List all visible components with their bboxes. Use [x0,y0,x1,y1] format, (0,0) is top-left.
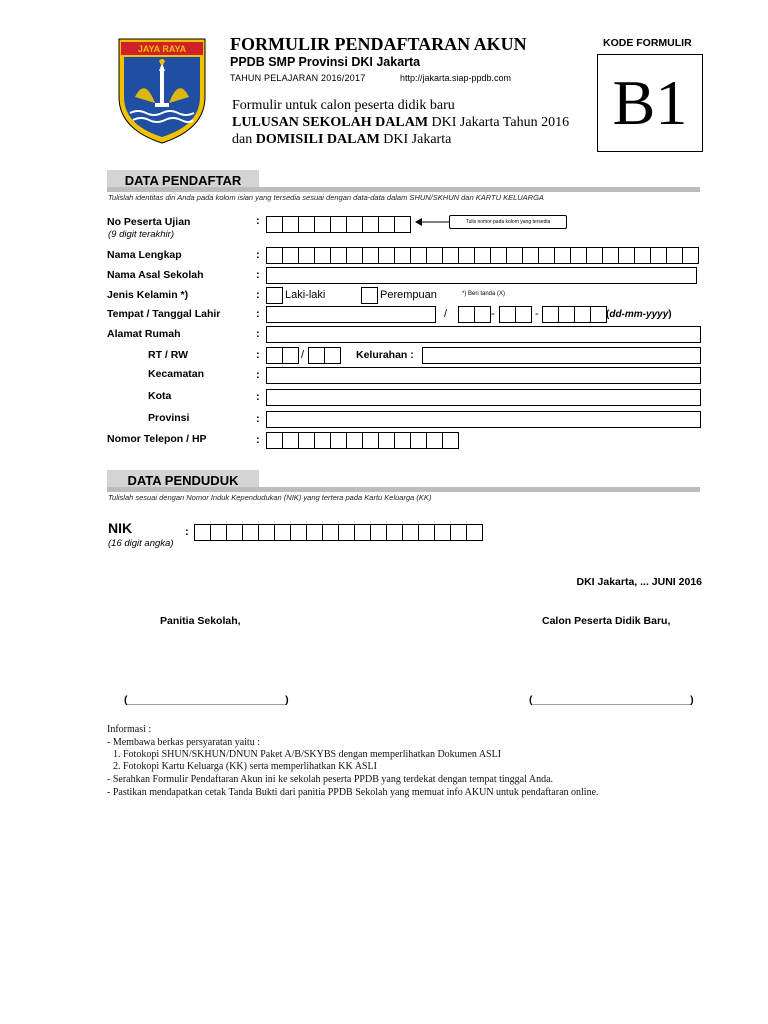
digit-cell[interactable] [347,216,363,233]
checkbox-perempuan[interactable] [361,287,378,304]
nama-sekolah-input[interactable] [266,267,697,284]
callout-note: Tulis nomor pada kolom yang tersedia [449,215,567,229]
digit-cell[interactable] [491,247,507,264]
kode-formulir-label: KODE FORMULIR [603,37,692,49]
digit-cell[interactable] [227,524,243,541]
digit-cell[interactable] [315,216,331,233]
digit-cell[interactable] [283,216,299,233]
digit-cell[interactable] [575,306,591,323]
info-line: 2. Fotokopi Kartu Keluarga (KK) serta memperlihatkan KK ASLI [113,761,377,772]
digit-cell[interactable] [267,247,283,264]
section-data-penduduk: DATA PENDUDUK [107,470,259,490]
tempat-lahir-input[interactable] [266,306,436,323]
option-laki-laki: Laki-laki [285,289,326,301]
separator-dash: - [491,308,495,320]
section-data-pendaftar: DATA PENDAFTAR [107,170,259,190]
place-date: DKI Jakarta, ... JUNI 2016 [576,576,702,588]
bulan-input[interactable] [499,306,532,323]
digit-cell[interactable] [347,432,363,449]
digit-cell[interactable] [411,247,427,264]
digit-cell[interactable] [500,306,516,323]
date-format-open: ( [606,309,610,320]
info-title: Informasi : [107,724,152,735]
provinsi-input[interactable] [266,411,701,428]
calon-signature-line: (___________________________) [529,694,694,706]
label-kecamatan: Kecamatan [148,368,205,380]
digit-cell[interactable] [331,432,347,449]
tahun-input[interactable] [542,306,610,323]
digit-cell[interactable] [467,524,483,541]
date-format-text: dd-mm-yyyy [609,309,669,320]
intro-line-2 [232,115,569,131]
digit-cell[interactable] [283,247,299,264]
colon: : [256,413,260,425]
website-url: http://jakarta.siap-ppdb.com [400,73,512,83]
info-line: - Membawa berkas persyaratan yaitu : [107,737,260,748]
colon: : [256,349,260,361]
digit-cell[interactable] [475,306,491,323]
digit-cell[interactable] [363,216,379,233]
intro-line-3-rest: DKI Jakarta [379,132,452,147]
digit-cell[interactable] [523,247,539,264]
info-line: - Pastikan mendapatkan cetak Tanda Bukti dari panitia PPDB Sekolah yang memuat info AKUN untuk pendaftaran online. [107,787,599,798]
arrow-left-icon [415,217,451,227]
digit-cell[interactable] [347,247,363,264]
label-kelurahan: Kelurahan : [356,349,414,361]
label-alamat: Alamat Rumah [107,328,181,340]
digit-cell[interactable] [443,247,459,264]
separator-slash: / [301,349,305,361]
digit-cell[interactable] [635,247,651,264]
tanggal-input[interactable] [458,306,491,323]
digit-cell[interactable] [315,247,331,264]
label-nik-sub: (16 digit angka) [108,538,174,549]
digit-cell[interactable] [307,524,323,541]
digit-cell[interactable] [651,247,667,264]
digit-cell[interactable] [267,216,283,233]
digit-cell[interactable] [559,306,575,323]
colon: : [256,328,260,340]
rt-input[interactable] [266,347,299,364]
label-no-peserta-sub: (9 digit terakhir) [108,229,174,240]
digit-cell[interactable] [459,247,475,264]
digit-cell[interactable] [331,247,347,264]
rw-input[interactable] [308,347,341,364]
colon: : [185,526,189,538]
digit-cell[interactable] [379,216,395,233]
digit-cell[interactable] [267,347,283,364]
digit-cell[interactable] [283,432,299,449]
checkbox-hint: *) Beri tanda (X) [462,291,506,297]
intro-line-3-bold: DOMISILI DALAM [255,132,380,147]
digit-cell[interactable] [355,524,371,541]
section-divider [107,487,700,492]
intro-line-3 [232,132,451,148]
info-line: - Serahkan Formulir Pendaftaran Akun ini ke sekolah peserta PPDB yang terdekat dengan tempat tinggal Anda. [107,774,554,785]
alamat-input[interactable] [266,326,701,343]
digit-cell[interactable] [363,247,379,264]
date-format-close: ) [668,309,672,320]
colon: : [256,215,260,227]
digit-cell[interactable] [379,247,395,264]
section-note: Tulislah identitas diri Anda pada kolom isian yang tersedia sesuai dengan data-data dalam SHUN/SKHUN dan KARTU KELUARGA [108,193,544,202]
digit-cell[interactable] [683,247,699,264]
digit-cell[interactable] [387,524,403,541]
digit-cell[interactable] [325,347,341,364]
digit-cell[interactable] [299,247,315,264]
digit-cell[interactable] [395,216,411,233]
label-no-peserta: No Peserta Ujian [107,216,191,228]
intro-line-1: Formulir untuk calon peserta didik baru [232,98,455,113]
digit-cell[interactable] [603,247,619,264]
colon: : [256,434,260,446]
digit-cell[interactable] [507,247,523,264]
digit-cell[interactable] [619,247,635,264]
colon: : [256,289,260,301]
digit-cell[interactable] [591,306,610,323]
digit-cell[interactable] [427,432,443,449]
label-jenis-kelamin: Jenis Kelamin *) [107,289,189,301]
section-divider [107,187,700,192]
digit-cell[interactable] [259,524,275,541]
school-year: TAHUN PELAJARAN 2016/2017 [230,73,366,83]
digit-cell[interactable] [323,524,339,541]
digit-cell[interactable] [211,524,227,541]
section-note: Tulislah sesuai dengan Nomor Induk Kependudukan (NIK) yang tertera pada Kartu Keluarga (KK) [108,493,432,502]
intro-line-2-bold: LULUSAN SEKOLAH DALAM [232,115,429,130]
separator-slash: / [444,308,448,320]
dki-jakarta-logo [115,37,209,145]
intro-line-3-pre: dan [232,132,256,147]
colon: : [256,269,260,281]
colon: : [256,369,260,381]
label-telepon: Nomor Telepon / HP [107,433,207,445]
kode-formulir-box: B1 [597,54,703,152]
digit-cell[interactable] [571,247,587,264]
panitia-signature-line: (___________________________) [124,694,289,706]
form-title: FORMULIR PENDAFTARAN AKUN [230,34,527,54]
digit-cell[interactable] [371,524,387,541]
no-peserta-input[interactable] [266,216,411,233]
form-subtitle: PPDB SMP Provinsi DKI Jakarta [230,55,421,69]
digit-cell[interactable] [379,432,395,449]
label-nama-sekolah: Nama Asal Sekolah [107,269,204,281]
digit-cell[interactable] [543,306,559,323]
digit-cell[interactable] [195,524,211,541]
intro-line-2-rest: DKI Jakarta Tahun 2016 [428,115,570,130]
digit-cell[interactable] [475,247,491,264]
digit-cell[interactable] [435,524,451,541]
label-nik: NIK [108,520,133,536]
label-nama-lengkap: Nama Lengkap [107,249,182,261]
digit-cell[interactable] [427,247,443,264]
digit-cell[interactable] [539,247,555,264]
label-kota: Kota [148,390,172,402]
label-provinsi: Provinsi [148,412,190,424]
separator-dash: - [535,308,539,320]
digit-cell[interactable] [555,247,571,264]
kecamatan-input[interactable] [266,367,701,384]
nama-lengkap-input[interactable] [266,247,699,264]
checkbox-laki-laki[interactable] [266,287,283,304]
logo-text: JAYA RAYA [137,44,187,54]
colon: : [256,308,260,320]
calon-title: Calon Peserta Didik Baru, [542,615,671,627]
digit-cell[interactable] [309,347,325,364]
digit-cell[interactable] [516,306,532,323]
kelurahan-input[interactable] [422,347,701,364]
digit-cell[interactable] [667,247,683,264]
digit-cell[interactable] [403,524,419,541]
label-rt-rw: RT / RW [148,349,189,361]
panitia-title: Panitia Sekolah, [160,615,241,627]
digit-cell[interactable] [459,306,475,323]
digit-cell[interactable] [291,524,307,541]
digit-cell[interactable] [283,347,299,364]
digit-cell[interactable] [339,524,355,541]
digit-cell[interactable] [315,432,331,449]
date-format-hint [606,309,672,320]
kota-input[interactable] [266,389,701,406]
colon: : [256,249,260,261]
digit-cell[interactable] [267,432,283,449]
label-ttl: Tempat / Tanggal Lahir [107,308,221,320]
digit-cell[interactable] [587,247,603,264]
digit-cell[interactable] [275,524,291,541]
info-line: 1. Fotokopi SHUN/SKHUN/DNUN Paket A/B/SKYBS dengan memperlihatkan Dokumen ASLI [113,749,502,760]
nik-input[interactable] [194,524,483,541]
telepon-input[interactable] [266,432,459,449]
digit-cell[interactable] [419,524,435,541]
digit-cell[interactable] [299,432,315,449]
digit-cell[interactable] [331,216,347,233]
digit-cell[interactable] [243,524,259,541]
digit-cell[interactable] [299,216,315,233]
digit-cell[interactable] [451,524,467,541]
digit-cell[interactable] [395,247,411,264]
digit-cell[interactable] [395,432,411,449]
option-perempuan: Perempuan [380,289,437,301]
colon: : [256,391,260,403]
digit-cell[interactable] [411,432,427,449]
digit-cell[interactable] [363,432,379,449]
digit-cell[interactable] [443,432,459,449]
